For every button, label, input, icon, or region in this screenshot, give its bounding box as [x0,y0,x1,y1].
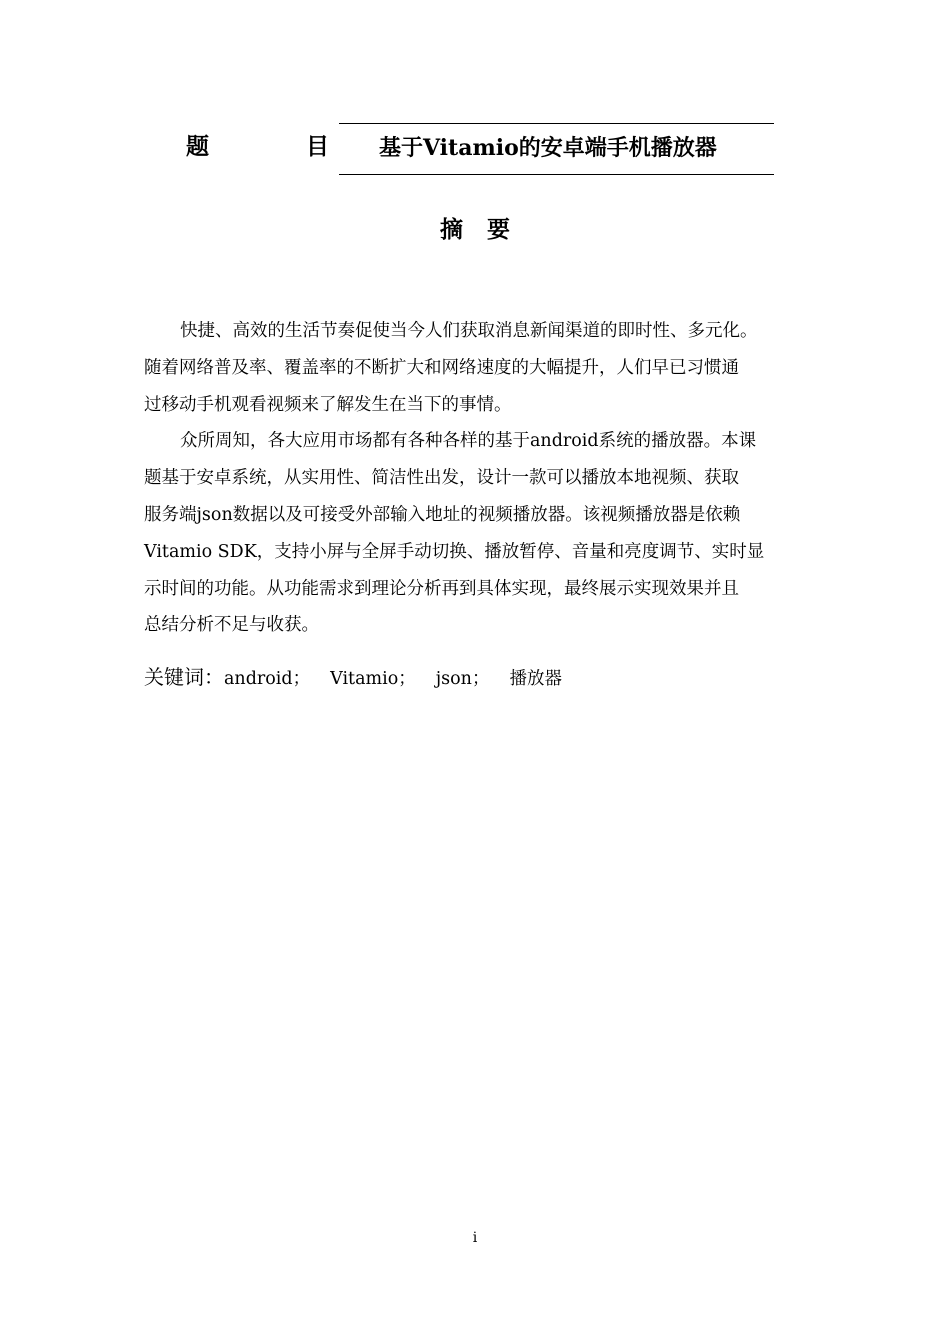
thesis-title: 基于Vitamio的安卓端手机播放器 [379,135,717,161]
abstract-body [144,313,824,644]
abstract-heading: 摘要 [440,216,534,243]
keywords-line [144,660,562,696]
abstract-line: 总结分析不足与收获。 [144,615,319,636]
abstract-line: 服务端json数据以及可接受外部输入地址的视频播放器。该视频播放器是依赖 [144,504,741,525]
keyword-item: 播放器 [509,669,562,689]
abstract-line: 过移动手机观看视频来了解发生在当下的事情。 [144,394,512,415]
abstract-line: 随着网络普及率、覆盖率的不断扩大和网络速度的大幅提升，人们早已习惯通 [144,357,739,378]
keywords-label: 关键词： [144,665,224,689]
abstract-line: Vitamio SDK，支持小屏与全屏手动切换、播放暂停、音量和亮度调节、实时显 [144,541,765,562]
abstract-line: 示时间的功能。从功能需求到理论分析再到具体实现，最终展示实现效果并且 [144,578,739,599]
title-label-part2: 目 [306,133,329,160]
abstract-line: 快捷、高效的生活节奏促使当今人们获取消息新闻渠道的即时性、多元化。 [180,321,758,341]
title-label-part1: 题 [186,133,209,160]
keyword-item: Vitamio； [330,669,416,689]
keyword-item: json； [435,669,490,689]
abstract-line: 题基于安卓系统，从实用性、简洁性出发，设计一款可以播放本地视频、获取 [144,468,739,489]
title-underline-box [339,123,774,175]
keyword-item: android； [224,669,311,689]
page-number: i [472,1230,478,1246]
abstract-line: 众所周知，各大应用市场都有各种各样的基于android系统的播放器。本课 [180,431,757,452]
title-row [0,123,950,175]
